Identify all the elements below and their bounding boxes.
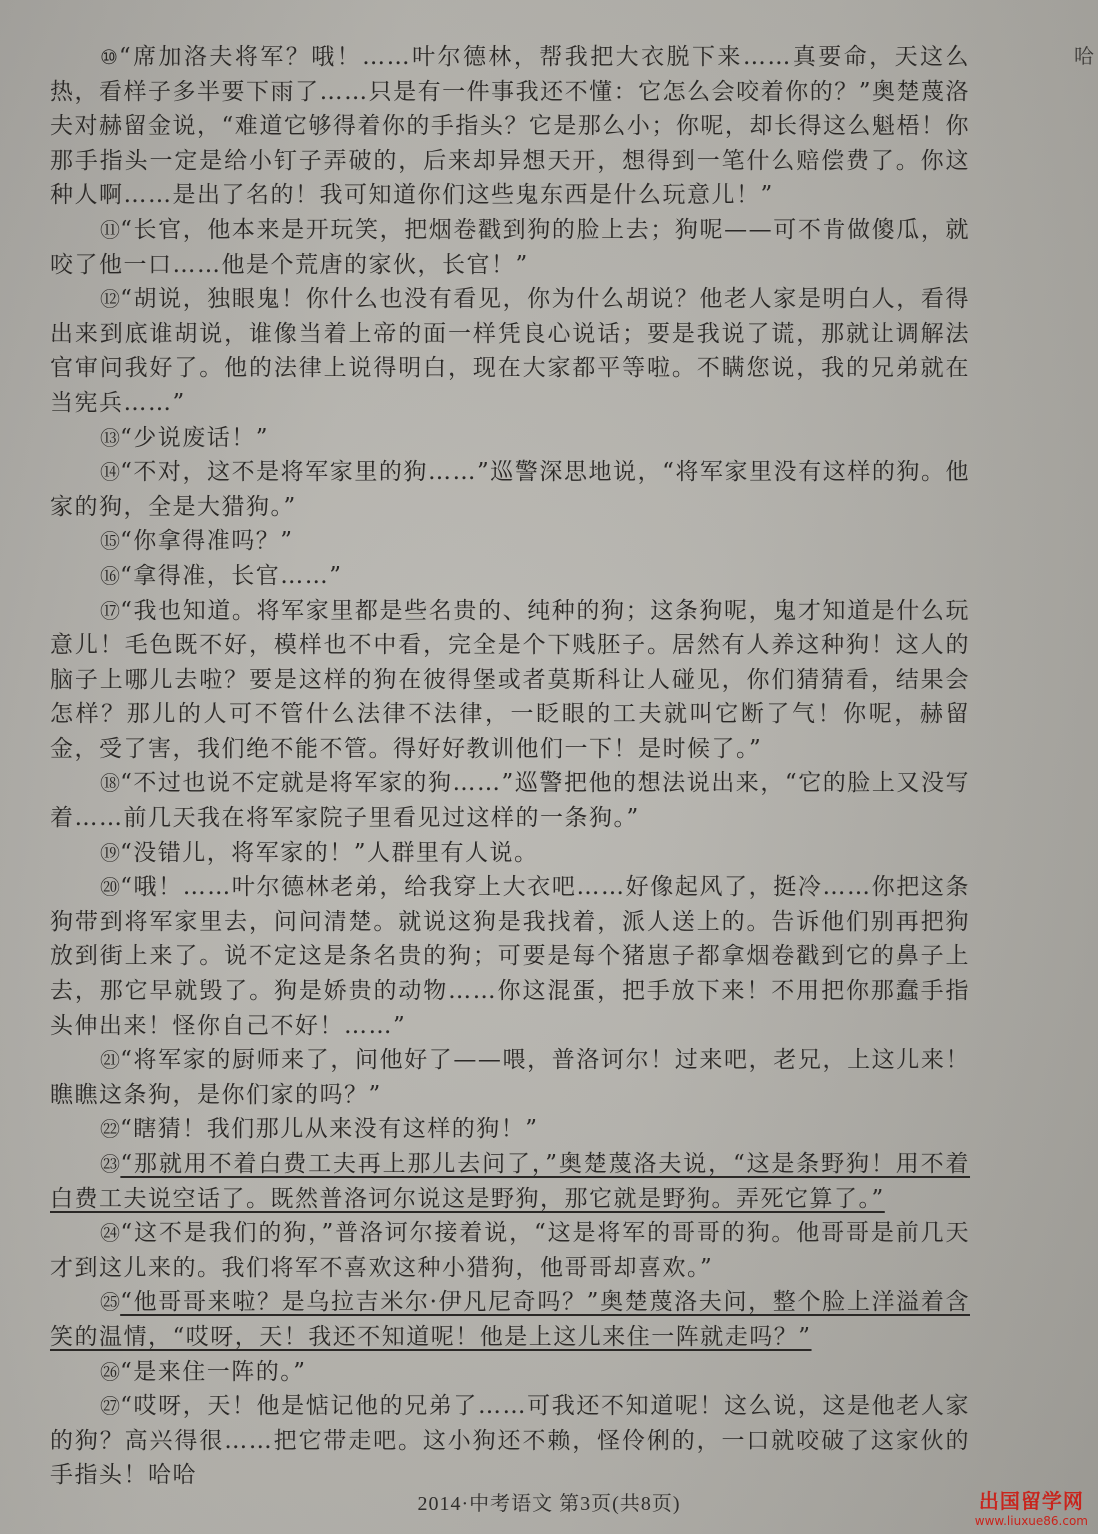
paragraph-11 — [50, 213, 970, 282]
paragraph-number: ⑲ — [100, 840, 120, 865]
paragraph-27 — [50, 1389, 970, 1493]
paragraph-26 — [50, 1355, 970, 1390]
paragraph-number: ㉕ — [100, 1290, 121, 1315]
paragraph-text: “这不是我们的狗，”普洛诃尔接着说，“这是将军的哥哥的狗。他哥哥是前几天才到这儿来的。我们将军不喜欢这种小猎狗，他哥哥却喜欢。” — [50, 1220, 971, 1281]
paragraph-number: ㉔ — [100, 1221, 121, 1246]
paragraph-18 — [50, 766, 970, 835]
page-edge-text: 哈 — [1074, 44, 1094, 68]
paragraph-23 — [50, 1147, 970, 1216]
paragraph-number: ⑭ — [100, 460, 121, 485]
paragraph-number: ⑪ — [100, 217, 121, 242]
paragraph-text: “是来住一阵的。” — [120, 1358, 307, 1385]
paragraph-14 — [50, 455, 970, 524]
paragraph-text: “瞎猜！我们那儿从来没有这样的狗！” — [120, 1116, 539, 1143]
paragraph-22 — [50, 1112, 970, 1147]
paragraph-13 — [50, 421, 970, 456]
paragraph-text: “我也知道。将军家里都是些名贵的、纯种的狗；这条狗呢，鬼才知道是什么玩意儿！毛色既不好，模样也不中看，完全是个下贱胚子。居然有人养这种狗！这人的脑子上哪儿去啦？要是这样的狗在彼得堡或者莫斯科让人碰见，你们猜猜看，结果会怎样？那儿的人可不管什么法律不法律，一眨眼的工夫就叫它断了气！你呢，赫留金，受了害，我们绝不能不管。得好好教训他们一下！是时候了。” — [50, 597, 970, 762]
paragraph-number: ⑩ — [100, 45, 119, 69]
paragraph-text: “不过也说不定就是将军家的狗……”巡警把他的想法说出来，“它的脸上又没写着……前几天我在将军家院子里看见过这样的一条狗。” — [50, 770, 971, 832]
paragraph-text: “少说废话！” — [120, 424, 270, 451]
paragraph-number: ㉒ — [100, 1117, 120, 1142]
underlined-sentence: “他哥哥来啦？是乌拉吉米尔·伊凡尼奇吗？”奥楚蔑洛夫问，整个脸上洋溢着含笑的温情，“哎呀，天！我还不知道呢！他是上这儿来住一阵就走吗？” — [50, 1289, 970, 1350]
page-footer: 2014·中考语文 第3页(共8页) — [417, 1493, 681, 1515]
underlined-sentence: “那就用不着白费工夫再上那儿去问了，”奥楚蔑洛夫说，“这是条野狗！用不着白费工夫说空话了。既然普洛诃尔说这是野狗，那它就是野狗。弄死它算了。” — [50, 1151, 971, 1212]
paragraph-number: ⑰ — [100, 598, 121, 623]
paragraph-number: ㉓ — [100, 1152, 121, 1176]
paragraph-text: “你拿得准吗？” — [120, 528, 294, 555]
paragraph-text: “长官，他本来是开玩笑，把烟卷戳到狗的脸上去；狗呢——可不肯做傻瓜，就咬了他一口……他是个荒唐的家伙，长官！” — [50, 216, 971, 278]
paragraph-text: “席加洛夫将军？哦！……叶尔德林，帮我把大衣脱下来……真要命，天这么热，看样子多半要下雨了……只是有一件事我还不懂：它怎么会咬着你的？”奥楚蔑洛夫对赫留金说，“难道它够得着你的手指头？它是那么小；你呢，却长得这么魁梧！你那手指头一定是给小钉子弄破的，后来却异想天开，想得到一笔什么赔偿费了。你这种人啊……是出了名的！我可知道你们这些鬼东西是什么玩意儿！” — [50, 44, 970, 209]
watermark-url: www.liuxue86.com — [974, 1514, 1088, 1528]
paragraph-number: ⑱ — [100, 771, 121, 796]
paragraph-25 — [50, 1285, 970, 1354]
paragraph-number: ⑫ — [100, 287, 121, 312]
paragraph-number: ㉑ — [100, 1048, 121, 1073]
paragraph-number: ⑬ — [100, 425, 120, 450]
paragraph-21 — [50, 1043, 970, 1112]
paragraph-20 — [50, 870, 970, 1043]
paragraph-17 — [50, 594, 970, 767]
paragraph-text: “不对，这不是将军家里的狗……”巡警深思地说，“将军家里没有这样的狗。他家的狗，全是大猎狗。” — [50, 459, 971, 520]
paragraph-text: “将军家的厨师来了，问他好了——喂，普洛诃尔！过来吧，老兄，上这儿来！瞧瞧这条狗，是你们家的吗？” — [50, 1047, 971, 1108]
paragraph-text: “没错儿，将军家的！”人群里有人说。 — [120, 839, 539, 866]
paragraph-number: ⑳ — [100, 875, 121, 900]
paragraph-number: ⑯ — [100, 563, 120, 588]
watermark-title: 出国留学网 — [978, 1489, 1084, 1513]
passage-body — [50, 40, 970, 1493]
paragraph-text: “哎呀，天！他是惦记他的兄弟了……可我还不知道呢！这么说，这是他老人家的狗？高兴得很……把它带走吧。这小狗还不赖，怪伶俐的，一口就咬破了这家伙的手指头！哈哈 — [50, 1393, 971, 1489]
site-watermark-logo — [975, 1485, 1088, 1528]
paragraph-16 — [50, 559, 970, 594]
paragraph-text: “拿得准，长官……” — [120, 562, 343, 589]
paragraph-text: “哦！……叶尔德林老弟，给我穿上大衣吧……好像起风了，挺冷……你把这条狗带到将军家里去，问问清楚。就说这狗是我找着，派人送上的。告诉他们别再把狗放到街上来了。说不定这是条名贵的狗；可要是每个猪崽子都拿烟卷戳到它的鼻子上去，那它早就毁了。狗是娇贵的动物……你这混蛋，把手放下来！不用把你那蠢手指头伸出来！怪你自己不好！……” — [50, 874, 971, 1039]
paragraph-24 — [50, 1216, 970, 1285]
paragraph-text: “胡说，独眼鬼！你什么也没有看见，你为什么胡说？他老人家是明白人，看得出来到底谁胡说，谁像当着上帝的面一样凭良心说话；要是我说了谎，那就让调解法官审问我好了。他的法律上说得明白，现在大家都平等啦。不瞒您说，我的兄弟就在当宪兵……” — [50, 286, 970, 416]
paragraph-10 — [50, 40, 970, 213]
paragraph-15 — [50, 524, 970, 559]
paragraph-12 — [50, 282, 970, 420]
paragraph-number: ㉗ — [100, 1394, 121, 1419]
paragraph-number: ⑮ — [100, 529, 120, 554]
paragraph-number: ㉖ — [100, 1359, 120, 1384]
paragraph-19 — [50, 836, 970, 871]
